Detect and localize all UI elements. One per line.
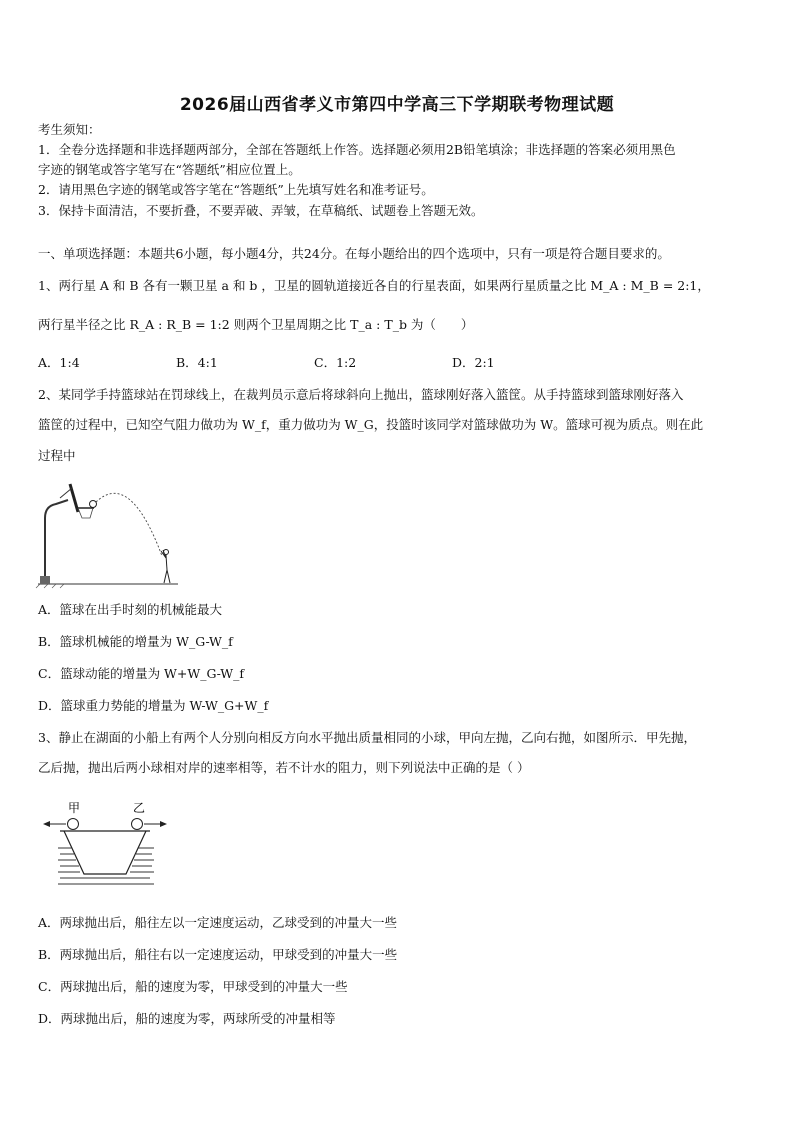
page-title: 2026届山西省孝义市第四中学高三下学期联考物理试题 <box>179 95 615 115</box>
section-heading: 一、单项选择题：本题共6小题，每小题4分，共24分。在每小题给出的四个选项中，只有一项是符合题目要求的。 <box>38 246 670 261</box>
q1-option-c: C．1:2 <box>314 355 357 370</box>
q2-option-d: D．篮球重力势能的增量为 W-W_G+W_f <box>38 698 269 713</box>
q3-stem-line1: 3、静止在湖面的小船上有两个人分别向相反方向水平抛出质量相同的小球，甲向左抛，乙向右抛，如图所示．甲先抛， <box>38 730 696 745</box>
q1-option-d: D．2:1 <box>452 355 495 370</box>
q3-stem-line2: 乙后抛，抛出后两小球相对岸的速率相等，若不计水的阻力，则下列说法中正确的是（ ） <box>38 760 530 775</box>
figure-label-yi: 乙 <box>133 801 146 815</box>
q3-option-b: B．两球抛出后，船往右以一定速度运动，甲球受到的冲量大一些 <box>38 947 398 962</box>
figure-label-jia: 甲 <box>68 801 81 815</box>
notice-item-1: 1．全卷分选择题和非选择题两部分，全部在答题纸上作答。选择题必须用2B铅笔填涂；非选择题的答案必须用黑色 <box>38 142 676 157</box>
q1-stem-line2: 两行星半径之比 R_A : R_B = 1:2 则两个卫星周期之比 T_a : T_b 为（ ） <box>38 317 474 332</box>
q1-options <box>38 353 590 371</box>
q2-stem-line1: 2、某同学手持篮球站在罚球线上，在裁判员示意后将球斜向上抛出，篮球刚好落入篮筐。从手持篮球到篮球刚好落入 <box>38 387 684 402</box>
q1-option-a: A．1:4 <box>38 355 80 370</box>
q3-option-c: C．两球抛出后，船的速度为零，甲球受到的冲量大一些 <box>38 979 348 994</box>
notice-item-2: 2．请用黑色字迹的钢笔或答字笔在“答题纸”上先填写姓名和准考证号。 <box>38 182 434 197</box>
q2-option-b: B．篮球机械能的增量为 W_G-W_f <box>38 634 233 649</box>
boat-figure <box>40 798 170 890</box>
basketball-figure <box>38 478 188 590</box>
notice-item-3: 3．保持卡面清洁，不要折叠，不要弄破、弄皱，在草稿纸、试题卷上答题无效。 <box>38 203 484 218</box>
notice-item-1-cont: 字迹的钢笔或答字笔写在“答题纸”相应位置上。 <box>38 162 301 177</box>
q2-option-c: C．篮球动能的增量为 W+W_G-W_f <box>38 666 244 681</box>
q2-option-a: A．篮球在出手时刻的机械能最大 <box>38 602 223 617</box>
q2-stem-line3: 过程中 <box>38 448 76 463</box>
q1-option-b: B．4:1 <box>176 355 218 370</box>
notice-heading: 考生须知： <box>38 122 101 137</box>
q3-option-a: A．两球抛出后，船往左以一定速度运动，乙球受到的冲量大一些 <box>38 915 398 930</box>
q1-stem-line1: 1、两行星 A 和 B 各有一颗卫星 a 和 b ，卫星的圆轨道接近各自的行星表面，如果两行星质量之比 M_A : M_B = 2:1， <box>38 278 710 293</box>
q2-stem-line2: 篮筐的过程中，已知空气阻力做功为 W_f，重力做功为 W_G，投篮时该同学对篮球做功为 W。篮球可视为质点。则在此 <box>38 417 704 432</box>
q3-option-d: D．两球抛出后，船的速度为零，两球所受的冲量相等 <box>38 1011 336 1026</box>
